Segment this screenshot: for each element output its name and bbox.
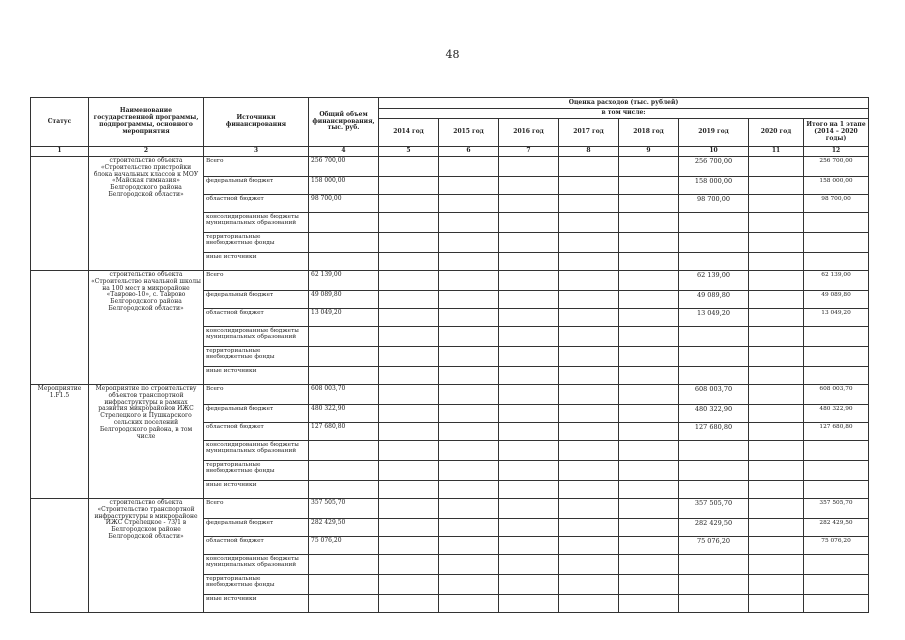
year-cell xyxy=(619,290,679,308)
header-status: Статус xyxy=(31,98,89,147)
year-cell xyxy=(619,594,679,612)
source-cell: территориальные внебюджетные фонды xyxy=(204,346,309,366)
year-cell xyxy=(499,290,559,308)
year-cell xyxy=(439,554,499,574)
year-2019-cell xyxy=(679,440,749,460)
year-cell xyxy=(439,176,499,194)
year-cell xyxy=(379,270,439,290)
year-cell xyxy=(379,460,439,480)
col-num: 7 xyxy=(499,146,559,156)
year-cell xyxy=(559,212,619,232)
year-cell xyxy=(619,480,679,498)
total-cell: 13 049,20 xyxy=(309,308,379,326)
year-cell xyxy=(379,498,439,518)
year-cell xyxy=(619,232,679,252)
source-cell: Всего xyxy=(204,384,309,404)
year-cell xyxy=(619,252,679,270)
header-year-2014: 2014 год xyxy=(379,118,439,146)
year-2019-cell xyxy=(679,594,749,612)
year-cell xyxy=(619,194,679,212)
source-cell: иные источники xyxy=(204,594,309,612)
year-cell xyxy=(379,346,439,366)
year-cell xyxy=(619,212,679,232)
year-cell xyxy=(749,290,804,308)
year-cell xyxy=(749,326,804,346)
col-num: 3 xyxy=(204,146,309,156)
year-cell xyxy=(499,536,559,554)
year-cell xyxy=(559,422,619,440)
source-cell: консолидированные бюджеты муниципальных образований xyxy=(204,440,309,460)
program-name-cell: строительство объекта «Строительство пристройки блока начальных классов к МОУ «Майская гимназия» Белгородского района Белгородской области» xyxy=(89,156,204,270)
col-num: 5 xyxy=(379,146,439,156)
year-cell xyxy=(559,232,619,252)
year-cell xyxy=(749,366,804,384)
year-cell xyxy=(439,156,499,176)
stage-total-cell: 357 505,70 xyxy=(804,498,869,518)
year-cell xyxy=(749,440,804,460)
year-2019-cell: 480 322,90 xyxy=(679,404,749,422)
year-cell xyxy=(749,594,804,612)
total-cell: 98 700,00 xyxy=(309,194,379,212)
header-year-2017: 2017 год xyxy=(559,118,619,146)
year-cell xyxy=(619,156,679,176)
table-row xyxy=(31,384,869,404)
year-2019-cell xyxy=(679,232,749,252)
stage-total-cell: 49 089,80 xyxy=(804,290,869,308)
source-cell: областной бюджет xyxy=(204,308,309,326)
year-cell xyxy=(439,308,499,326)
total-cell xyxy=(309,574,379,594)
year-cell xyxy=(619,460,679,480)
stage-total-cell: 480 322,90 xyxy=(804,404,869,422)
status-cell: Мероприятие 1.F1.5 xyxy=(31,384,89,498)
year-cell xyxy=(559,574,619,594)
source-cell: областной бюджет xyxy=(204,194,309,212)
stage-total-cell xyxy=(804,212,869,232)
page-number: 48 xyxy=(445,48,460,61)
year-2019-cell: 13 049,20 xyxy=(679,308,749,326)
stage-total-cell xyxy=(804,594,869,612)
year-2019-cell: 75 076,20 xyxy=(679,536,749,554)
source-cell: федеральный бюджет xyxy=(204,518,309,536)
year-2019-cell: 98 700,00 xyxy=(679,194,749,212)
total-cell xyxy=(309,212,379,232)
year-cell xyxy=(379,480,439,498)
year-cell xyxy=(559,156,619,176)
source-cell: консолидированные бюджеты муниципальных образований xyxy=(204,326,309,346)
year-cell xyxy=(439,480,499,498)
year-2019-cell: 357 505,70 xyxy=(679,498,749,518)
program-name-cell: Мероприятие по строительству объектов транспортной инфраструктуры в рамках развития микрорайонов ИЖС Стрелецкого и Пушкарского сельских поселений Белгородского района, в том числе xyxy=(89,384,204,498)
source-cell: Всего xyxy=(204,498,309,518)
total-cell xyxy=(309,554,379,574)
source-cell: иные источники xyxy=(204,252,309,270)
year-cell xyxy=(559,308,619,326)
year-cell xyxy=(439,460,499,480)
year-cell xyxy=(499,176,559,194)
year-cell xyxy=(619,536,679,554)
header-including: в том числе: xyxy=(379,109,869,119)
table-row xyxy=(31,498,869,518)
total-cell: 127 680,80 xyxy=(309,422,379,440)
total-cell: 608 003,70 xyxy=(309,384,379,404)
year-cell xyxy=(379,308,439,326)
year-cell xyxy=(559,498,619,518)
year-cell xyxy=(379,536,439,554)
year-2019-cell: 608 003,70 xyxy=(679,384,749,404)
year-cell xyxy=(499,308,559,326)
program-name-cell: строительство объекта «Строительство начальной школы на 100 мест в микрорайоне «Таврово-10», с. Таврово Белгородского района Белгородской области» xyxy=(89,270,204,384)
total-cell xyxy=(309,326,379,346)
year-cell xyxy=(619,422,679,440)
year-2019-cell xyxy=(679,366,749,384)
header-name: Наименование государственной программы, подпрограммы, основного мероприятия xyxy=(89,98,204,147)
table-row xyxy=(31,270,869,290)
total-cell xyxy=(309,440,379,460)
total-cell: 480 322,90 xyxy=(309,404,379,422)
year-cell xyxy=(379,212,439,232)
source-cell: федеральный бюджет xyxy=(204,176,309,194)
col-num: 12 xyxy=(804,146,869,156)
year-cell xyxy=(499,384,559,404)
year-cell xyxy=(499,366,559,384)
year-cell xyxy=(439,194,499,212)
stage-total-cell: 127 680,80 xyxy=(804,422,869,440)
year-cell xyxy=(749,270,804,290)
year-cell xyxy=(619,366,679,384)
year-cell xyxy=(379,326,439,346)
year-cell xyxy=(559,366,619,384)
program-name-cell: строительство объекта «Строительство транспортной инфраструктуры в микрорайоне ИЖС Стрелецкое - 73/1 в Белгородском районе Белгородской области» xyxy=(89,498,204,612)
year-2019-cell xyxy=(679,574,749,594)
year-cell xyxy=(559,194,619,212)
year-cell xyxy=(749,232,804,252)
total-cell xyxy=(309,252,379,270)
col-num: 6 xyxy=(439,146,499,156)
year-cell xyxy=(749,554,804,574)
year-cell xyxy=(439,440,499,460)
total-cell: 158 000,00 xyxy=(309,176,379,194)
year-2019-cell xyxy=(679,480,749,498)
year-cell xyxy=(379,176,439,194)
year-2019-cell xyxy=(679,346,749,366)
year-cell xyxy=(499,194,559,212)
year-cell xyxy=(499,480,559,498)
total-cell: 62 139,00 xyxy=(309,270,379,290)
year-cell xyxy=(379,554,439,574)
year-cell xyxy=(619,404,679,422)
year-cell xyxy=(559,554,619,574)
year-cell xyxy=(559,518,619,536)
stage-total-cell xyxy=(804,480,869,498)
source-cell: областной бюджет xyxy=(204,422,309,440)
year-cell xyxy=(379,366,439,384)
stage-total-cell: 62 139,00 xyxy=(804,270,869,290)
year-cell xyxy=(439,290,499,308)
year-cell xyxy=(379,156,439,176)
year-cell xyxy=(379,594,439,612)
year-cell xyxy=(439,232,499,252)
source-cell: территориальные внебюджетные фонды xyxy=(204,574,309,594)
col-num: 10 xyxy=(679,146,749,156)
year-cell xyxy=(749,404,804,422)
year-cell xyxy=(439,594,499,612)
year-cell xyxy=(439,536,499,554)
stage-total-cell: 75 076,20 xyxy=(804,536,869,554)
total-cell xyxy=(309,232,379,252)
year-cell xyxy=(559,176,619,194)
year-cell xyxy=(439,498,499,518)
year-2019-cell xyxy=(679,252,749,270)
stage-total-cell xyxy=(804,326,869,346)
year-cell xyxy=(749,156,804,176)
year-cell xyxy=(439,404,499,422)
year-cell xyxy=(439,422,499,440)
stage-total-cell: 282 429,50 xyxy=(804,518,869,536)
year-cell xyxy=(379,194,439,212)
year-cell xyxy=(559,440,619,460)
stage-total-cell: 158 000,00 xyxy=(804,176,869,194)
total-cell xyxy=(309,366,379,384)
year-cell xyxy=(619,346,679,366)
year-cell xyxy=(379,232,439,252)
stage-total-cell xyxy=(804,346,869,366)
year-2019-cell: 158 000,00 xyxy=(679,176,749,194)
year-cell xyxy=(439,574,499,594)
stage-total-cell xyxy=(804,574,869,594)
year-cell xyxy=(499,326,559,346)
year-cell xyxy=(499,346,559,366)
year-cell xyxy=(749,498,804,518)
year-cell xyxy=(379,290,439,308)
year-cell xyxy=(499,518,559,536)
year-2019-cell xyxy=(679,554,749,574)
year-cell xyxy=(499,460,559,480)
budget-table xyxy=(30,97,869,613)
col-num: 2 xyxy=(89,146,204,156)
year-cell xyxy=(619,176,679,194)
year-cell xyxy=(559,384,619,404)
year-2019-cell xyxy=(679,212,749,232)
stage-total-cell: 608 003,70 xyxy=(804,384,869,404)
year-cell xyxy=(559,480,619,498)
header-year-2015: 2015 год xyxy=(439,118,499,146)
year-cell xyxy=(499,440,559,460)
header-stage-total: Итого на 1 этапе (2014 – 2020 годы) xyxy=(804,118,869,146)
source-cell: федеральный бюджет xyxy=(204,290,309,308)
source-cell: территориальные внебюджетные фонды xyxy=(204,232,309,252)
year-cell xyxy=(499,270,559,290)
year-cell xyxy=(749,308,804,326)
year-cell xyxy=(439,366,499,384)
year-cell xyxy=(619,440,679,460)
status-cell xyxy=(31,270,89,384)
status-cell xyxy=(31,498,89,612)
year-cell xyxy=(619,518,679,536)
year-cell xyxy=(439,252,499,270)
col-num: 1 xyxy=(31,146,89,156)
year-cell xyxy=(499,156,559,176)
year-2019-cell: 62 139,00 xyxy=(679,270,749,290)
year-cell xyxy=(559,270,619,290)
col-num: 9 xyxy=(619,146,679,156)
stage-total-cell xyxy=(804,366,869,384)
year-cell xyxy=(379,252,439,270)
year-2019-cell: 256 700,00 xyxy=(679,156,749,176)
stage-total-cell xyxy=(804,554,869,574)
stage-total-cell xyxy=(804,440,869,460)
year-cell xyxy=(749,252,804,270)
year-cell xyxy=(439,212,499,232)
source-cell: федеральный бюджет xyxy=(204,404,309,422)
year-cell xyxy=(619,554,679,574)
source-cell: территориальные внебюджетные фонды xyxy=(204,460,309,480)
year-cell xyxy=(559,290,619,308)
total-cell: 75 076,20 xyxy=(309,536,379,554)
year-2019-cell xyxy=(679,460,749,480)
year-cell xyxy=(749,176,804,194)
year-cell xyxy=(749,518,804,536)
year-cell xyxy=(559,536,619,554)
year-cell xyxy=(499,554,559,574)
total-cell: 49 089,80 xyxy=(309,290,379,308)
total-cell: 256 700,00 xyxy=(309,156,379,176)
year-2019-cell: 49 089,80 xyxy=(679,290,749,308)
year-cell xyxy=(499,232,559,252)
year-cell xyxy=(499,422,559,440)
col-num: 11 xyxy=(749,146,804,156)
year-cell xyxy=(439,326,499,346)
total-cell xyxy=(309,480,379,498)
year-cell xyxy=(619,384,679,404)
year-cell xyxy=(379,518,439,536)
total-cell: 282 429,50 xyxy=(309,518,379,536)
year-cell xyxy=(749,212,804,232)
year-cell xyxy=(749,536,804,554)
year-cell xyxy=(439,518,499,536)
year-cell xyxy=(559,404,619,422)
stage-total-cell: 98 700,00 xyxy=(804,194,869,212)
year-cell xyxy=(499,594,559,612)
year-cell xyxy=(559,326,619,346)
year-2019-cell: 282 429,50 xyxy=(679,518,749,536)
header-estimate: Оценка расходов (тыс. рублей) xyxy=(379,98,869,109)
year-2019-cell: 127 680,80 xyxy=(679,422,749,440)
year-cell xyxy=(499,404,559,422)
header-year-2018: 2018 год xyxy=(619,118,679,146)
source-cell: консолидированные бюджеты муниципальных образований xyxy=(204,554,309,574)
year-cell xyxy=(499,212,559,232)
total-cell xyxy=(309,346,379,366)
year-cell xyxy=(749,422,804,440)
year-cell xyxy=(559,594,619,612)
source-cell: областной бюджет xyxy=(204,536,309,554)
year-cell xyxy=(749,480,804,498)
year-cell xyxy=(499,574,559,594)
stage-total-cell xyxy=(804,252,869,270)
total-cell xyxy=(309,460,379,480)
header-year-2020: 2020 год xyxy=(749,118,804,146)
header-total: Общий объем финансирования, тыс. руб. xyxy=(309,98,379,147)
year-cell xyxy=(619,574,679,594)
year-cell xyxy=(379,422,439,440)
year-cell xyxy=(619,326,679,346)
year-cell xyxy=(559,346,619,366)
year-cell xyxy=(749,346,804,366)
year-cell xyxy=(559,252,619,270)
total-cell xyxy=(309,594,379,612)
total-cell: 357 505,70 xyxy=(309,498,379,518)
year-cell xyxy=(439,270,499,290)
year-cell xyxy=(559,460,619,480)
source-cell: Всего xyxy=(204,270,309,290)
status-cell xyxy=(31,156,89,270)
year-cell xyxy=(439,384,499,404)
year-cell xyxy=(749,460,804,480)
year-2019-cell xyxy=(679,326,749,346)
header-year-2019: 2019 год xyxy=(679,118,749,146)
source-cell: иные источники xyxy=(204,366,309,384)
stage-total-cell xyxy=(804,460,869,480)
stage-total-cell: 13 049,20 xyxy=(804,308,869,326)
year-cell xyxy=(749,194,804,212)
year-cell xyxy=(379,440,439,460)
year-cell xyxy=(379,574,439,594)
year-cell xyxy=(619,270,679,290)
source-cell: иные источники xyxy=(204,480,309,498)
source-cell: Всего xyxy=(204,156,309,176)
year-cell xyxy=(439,346,499,366)
stage-total-cell xyxy=(804,232,869,252)
year-cell xyxy=(619,498,679,518)
year-cell xyxy=(499,252,559,270)
header-year-2016: 2016 год xyxy=(499,118,559,146)
year-cell xyxy=(749,574,804,594)
col-num: 8 xyxy=(559,146,619,156)
header-sources: Источники финансирования xyxy=(204,98,309,147)
year-cell xyxy=(499,498,559,518)
year-cell xyxy=(619,308,679,326)
source-cell: консолидированные бюджеты муниципальных образований xyxy=(204,212,309,232)
stage-total-cell: 256 700,00 xyxy=(804,156,869,176)
year-cell xyxy=(749,384,804,404)
table-row xyxy=(31,156,869,176)
year-cell xyxy=(379,384,439,404)
year-cell xyxy=(379,404,439,422)
col-num: 4 xyxy=(309,146,379,156)
